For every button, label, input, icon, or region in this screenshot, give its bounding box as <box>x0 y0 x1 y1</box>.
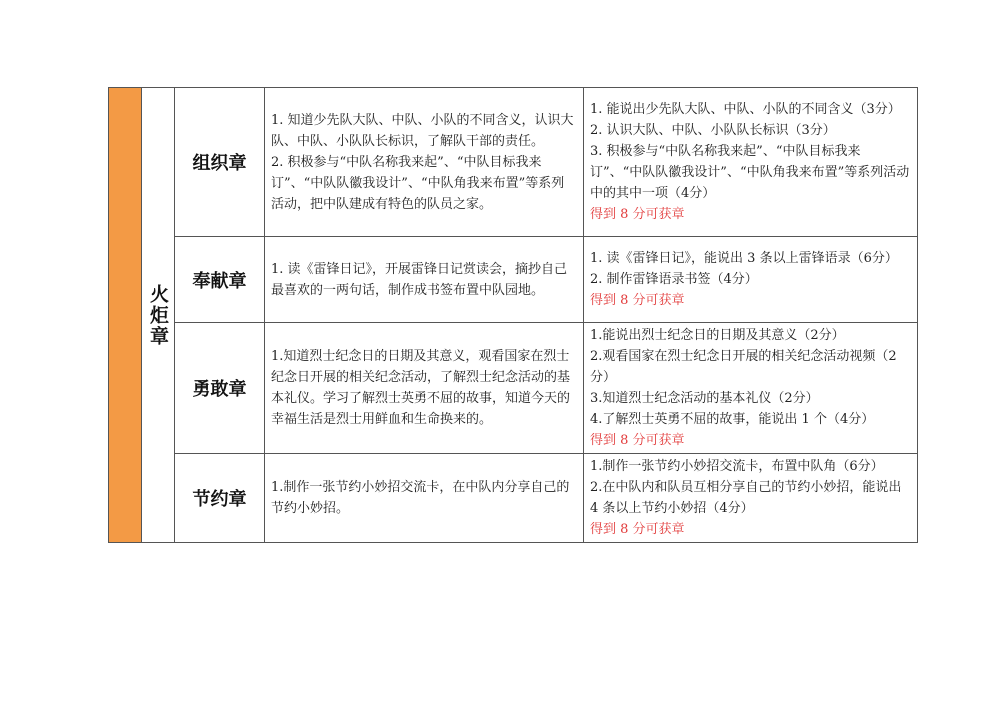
table-row <box>109 237 918 323</box>
criteria-item: 4.了解烈士英勇不屈的故事，能说出 1 个（4分） <box>590 412 875 427</box>
accent-stripe <box>109 88 142 543</box>
requirement-cell <box>265 237 584 323</box>
criteria-item: 2.观看国家在烈士纪念日开展的相关纪念活动视频（2分） <box>590 349 897 385</box>
requirement-text: 1.知道烈士纪念日的日期及其意义，观看国家在烈士纪念日开展的相关纪念活动，了解烈士纪念活动的基本礼仪。学习了解烈士英勇不屈的故事，知道今天的幸福生活是烈士用鲜血和生命换来的。 <box>271 349 571 427</box>
award-note: 得到 8 分可获章 <box>590 207 685 222</box>
requirement-text: 1. 知道少先队大队、中队、小队的不同含义，认识大队、中队、小队队长标识，了解队干部的责任。 2. 积极参与“中队名称我来起”、“中队目标我来订”、“中队队徽我设计”、“中队角我来布置”等系列活动，把中队建成有特色的队员之家。 <box>271 112 574 212</box>
requirement-text: 1.制作一张节约小妙招交流卡，在中队内分享自己的节约小妙招。 <box>271 480 570 516</box>
criteria-item: 1. 读《雷锋日记》，能说出 3 条以上雷锋语录（6分） <box>590 251 898 266</box>
requirement-cell <box>265 88 584 237</box>
requirement-cell <box>265 454 584 543</box>
award-note: 得到 8 分可获章 <box>590 293 685 308</box>
badge-name: 节约章 <box>175 454 265 543</box>
criteria-cell <box>584 454 918 543</box>
criteria-cell <box>584 237 918 323</box>
criteria-cell <box>584 88 918 237</box>
badge-name: 组织章 <box>175 88 265 237</box>
requirement-cell <box>265 323 584 454</box>
table-row <box>109 323 918 454</box>
table-row <box>109 88 918 237</box>
badge-requirements-table <box>108 87 918 543</box>
criteria-item: 2. 认识大队、中队、小队队长标识（3分） <box>590 123 836 138</box>
criteria-item: 2. 制作雷锋语录书签（4分） <box>590 272 758 287</box>
criteria-item: 1. 能说出少先队大队、中队、小队的不同含义（3分） <box>590 102 901 117</box>
group-cell <box>142 88 175 543</box>
badge-name: 奉献章 <box>175 237 265 323</box>
criteria-cell <box>584 323 918 454</box>
badge-name: 勇敢章 <box>175 323 265 454</box>
criteria-item: 1.制作一张节约小妙招交流卡，布置中队角（6分） <box>590 459 884 474</box>
criteria-item: 1.能说出烈士纪念日的日期及其意义（2分） <box>590 328 845 343</box>
award-note: 得到 8 分可获章 <box>590 522 685 537</box>
requirement-text: 1. 读《雷锋日记》，开展雷锋日记赏读会，摘抄自己最喜欢的一两句话，制作成书签布置中队园地。 <box>271 261 568 298</box>
criteria-item: 3.知道烈士纪念活动的基本礼仪（2分） <box>590 391 819 406</box>
criteria-item: 2.在中队内和队员互相分享自己的节约小妙招，能说出 4 条以上节约小妙招（4分） <box>590 480 902 516</box>
criteria-item: 3. 积极参与“中队名称我来起”、“中队目标我来订”、“中队队徽我设计”、“中队角我来布置”等系列活动中的其中一项（4分） <box>590 144 910 201</box>
group-label: 火炬章 <box>147 283 169 347</box>
award-note: 得到 8 分可获章 <box>590 433 685 448</box>
table-row <box>109 454 918 543</box>
